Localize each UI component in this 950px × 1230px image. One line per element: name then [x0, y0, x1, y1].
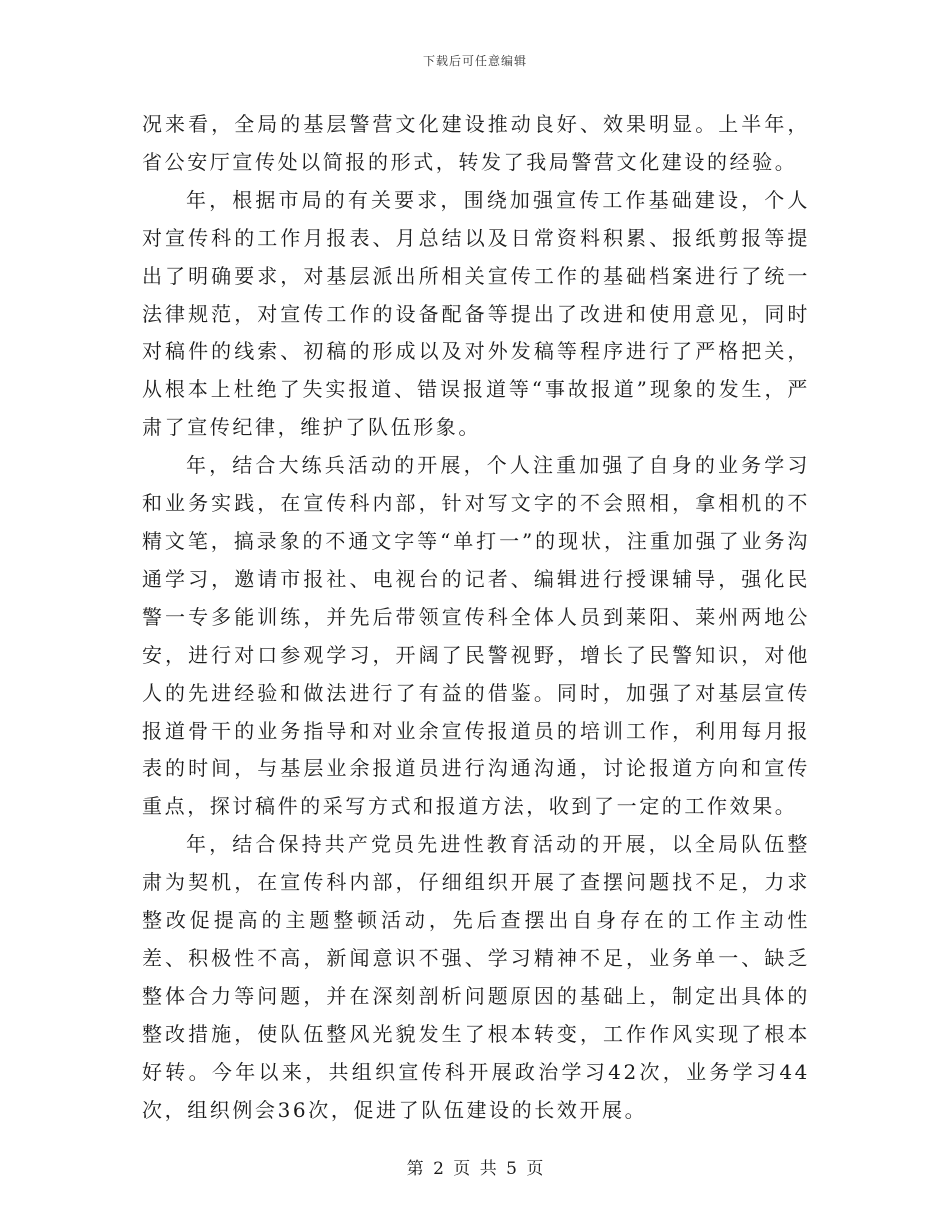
page-header: 下载后可任意编辑: [422, 54, 527, 68]
paragraph: 年，根据市局的有关要求，围绕加强宣传工作基础建设，个人对宣传科的工作月报表、月总结以及日常资料积累、报纸剪报等提出了明确要求，对基层派出所相关宣传工作的基础档案进行了统一法律规范，对宣传工作的设备配备等提出了改进和使用意见，同时对稿件的线索、初稿的形成以及对外发稿等程序进行了严格把关，从根本上杜绝了失实报道、错误报道等“事故报道”现象的发生，严肃了宣传纪律，维护了队伍形象。: [142, 187, 810, 440]
paragraph: 年，结合大练兵活动的开展，个人注重加强了自身的业务学习和业务实践，在宣传科内部，针对写文字的不会照相，拿相机的不精文笔，搞录象的不通文字等“单打一”的现状，注重加强了业务沟通学习，邀请市报社、电视台的记者、编辑进行授课辅导，强化民警一专多能训练，并先后带领宣传科全体人员到莱阳、莱州两地公安，进行对口参观学习，开阔了民警视野，增长了民警知识，对他人的先进经验和做法进行了有益的借鉴。同时，加强了对基层宣传报道骨干的业务指导和对业余宣传报道员的培训工作，利用每月报表的时间，与基层业余报道员进行沟通沟通，讨论报道方向和宣传重点，探讨稿件的采写方式和报道方法，收到了一定的工作效果。: [142, 453, 810, 819]
body-text: [142, 106, 810, 1129]
paragraph-continuation: 况来看，全局的基层警营文化建设推动良好、效果明显。上半年，省公安厅宣传处以简报的形式，转发了我局警营文化建设的经验。: [142, 112, 810, 174]
paragraph: 年，结合保持共产党员先进性教育活动的开展，以全局队伍整肃为契机，在宣传科内部，仔细组织开展了查摆问题找不足，力求整改促提高的主题整顿活动，先后查摆出自身存在的工作主动性差、积极性不高，新闻意识不强、学习精神不足，业务单一、缺乏整体合力等问题，并在深刻剖析问题原因的基础上，制定出具体的整改措施，使队伍整风光貌发生了根本转变，工作作风实现了根本好转。今年以来，共组织宣传科开展政治学习42次，业务学习44次，组织例会36次，促进了队伍建设的长效开展。: [142, 832, 810, 1122]
page-number: 第 2 页 共 5 页: [406, 1159, 544, 1179]
